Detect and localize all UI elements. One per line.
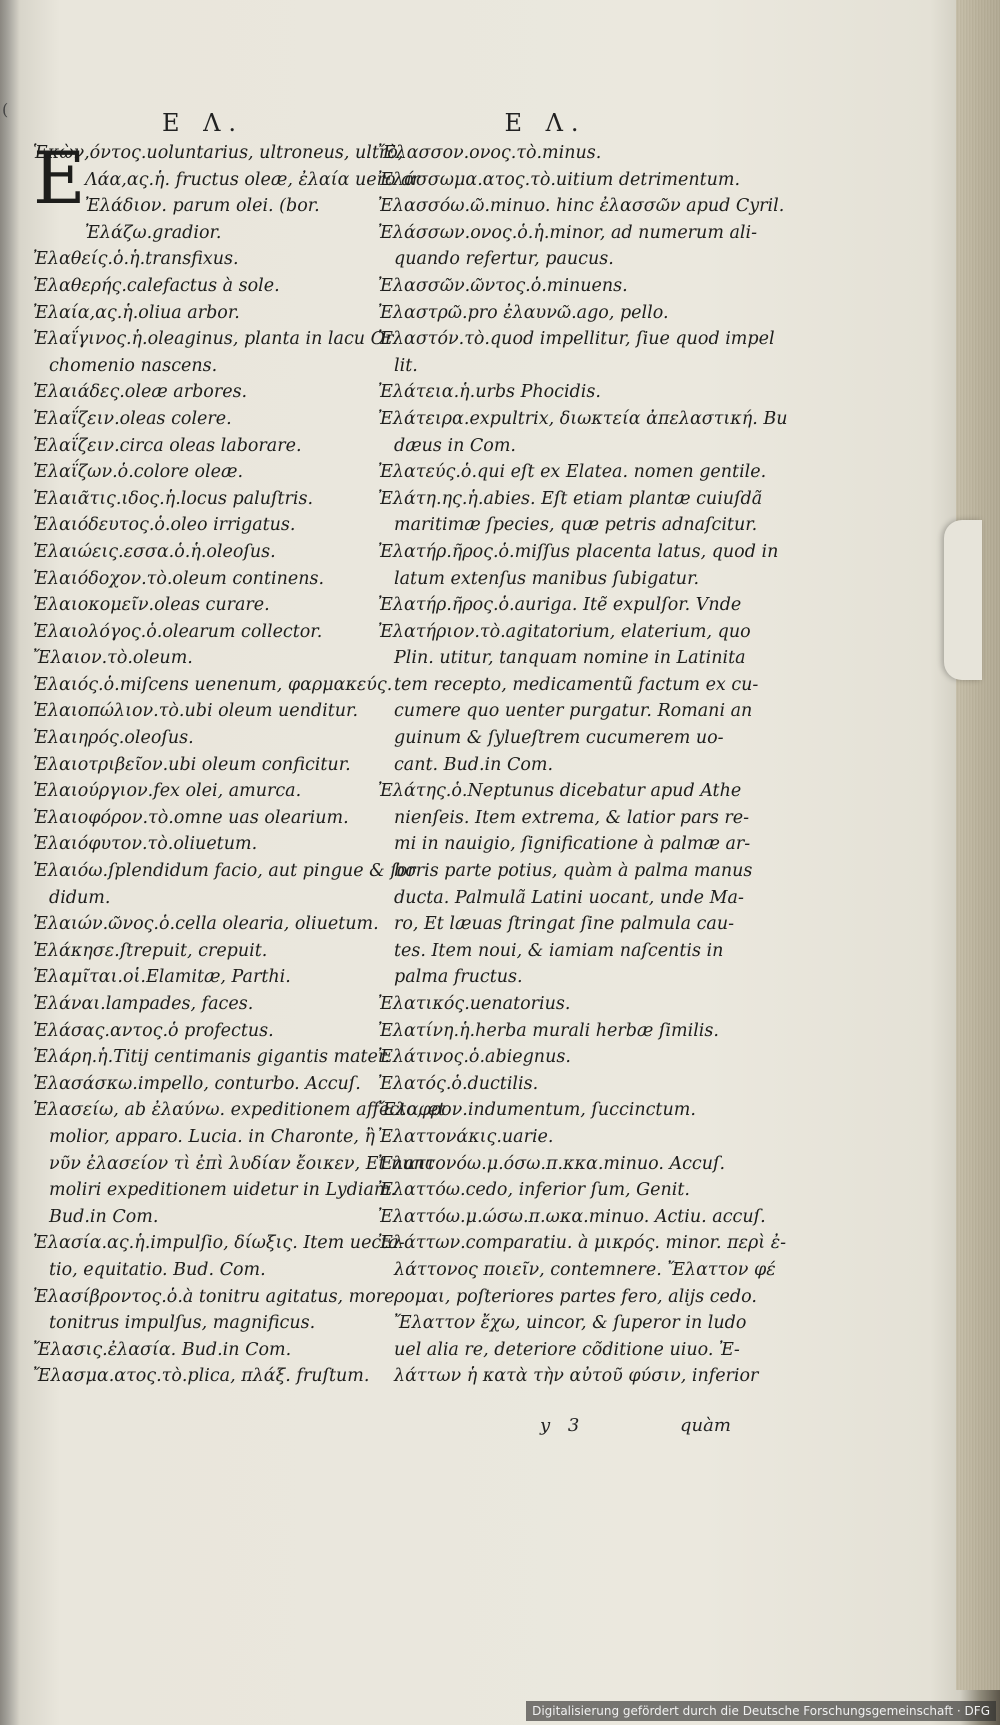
dictionary-line: Ἐλαιοφόρον.τὸ.omne uas olearium.	[33, 807, 349, 828]
dictionary-line: Ἐλαιηρός.oleoſus.	[33, 728, 194, 749]
book-clip	[944, 520, 982, 680]
dictionary-line: Ἐλάττων.comparatiu. à μικρός. minor. περὶ ἐ-	[378, 1233, 786, 1254]
dictionary-line: Ἐλαία,ας.ἡ.oliua arbor.	[33, 302, 240, 323]
dictionary-line: Ἐλάδιον. parum olei. (bor.	[85, 196, 320, 217]
dictionary-line: Ἐλασάσκω.impello, conturbo. Accuſ.	[33, 1073, 361, 1094]
dictionary-line: didum.	[49, 887, 111, 908]
dictionary-line: Ἐλαιούργιον.fex olei, amurca.	[33, 781, 302, 802]
dictionary-line: Ἔλαιον.τὸ.oleum.	[33, 648, 193, 669]
dictionary-line: guinum & ſylueſtrem cucumerem uo-	[394, 728, 724, 749]
dictionary-line: molior, apparo. Lucia. in Charonte, ἢ	[49, 1126, 375, 1147]
dictionary-line: Ἐλάκησε.ſtrepuit, crepuit.	[33, 940, 268, 961]
dictionary-line: Ἐλασείω, ab ἐλαύνω. expeditionem affecto, et	[33, 1100, 446, 1121]
dictionary-line: lit.	[394, 355, 418, 376]
dictionary-line: Ἐλάσας.αντος.ὁ profectus.	[33, 1020, 274, 1041]
dictionary-line: tio, equitatio. Bud. Com.	[49, 1259, 266, 1280]
dictionary-line: Ἐλατήρ.ῆρος.ὁ.miſſus placenta latus, quod in	[378, 541, 779, 562]
dictionary-line: moliri expeditionem uidetur in Lydiam.	[49, 1180, 397, 1201]
dictionary-line: mi in nauigio, ſignificatione à palmæ ar-	[394, 834, 751, 855]
dictionary-line: Ἐλάσσων.ονος.ὁ.ἡ.minor, ad numerum ali-	[378, 222, 758, 243]
dictionary-line: Ἐλαθείς.ὁ.ἡ.transfixus.	[33, 249, 239, 270]
running-head-left: E Λ.	[161, 109, 245, 137]
dictionary-line: Ἐλαΐγινος.ἡ.oleaginus, planta in lacu Or	[33, 329, 394, 350]
dictionary-line: Ἐλασία.ας.ἡ.impulſio, δίωξις. Item uecta-	[33, 1233, 405, 1254]
dictionary-line: Ἔλαφρον.indumentum, ſuccinctum.	[378, 1100, 696, 1121]
dictionary-line: Ἐλαιολόγος.ὁ.olearum collector.	[33, 621, 323, 642]
dictionary-line: Ἐλαΐζειν.oleas colere.	[33, 408, 232, 429]
catchword: quàm	[680, 1415, 731, 1436]
page-edge-stack	[956, 0, 1000, 1690]
dictionary-line: dæus in Com.	[394, 435, 516, 456]
dictionary-line: Ἐλάτη.ης.ἡ.abies. Eſt etiam plantæ cuiuſdã	[378, 488, 763, 509]
dictionary-line: Ἐλαττόω.μ.ώσω.π.ωκα.minuo. Actiu. accuſ.	[378, 1206, 766, 1227]
dictionary-line: Ἐλαΐζων.ὁ.colore oleæ.	[33, 462, 244, 483]
dictionary-line: Ἐλαμῖται.οἱ.Elamitæ, Parthi.	[33, 967, 291, 988]
dictionary-line: Ἐλάναι.lampades, faces.	[33, 994, 254, 1014]
dictionary-line: Bud.in Com.	[49, 1206, 159, 1227]
dictionary-line: Ἐλαιᾶτις.ιδος.ἡ.locus paluſtris.	[33, 488, 314, 509]
dictionary-line: Ἐλάτεια.ἡ.urbs Phocidis.	[378, 382, 601, 403]
dictionary-line: Ἐλάρη.ἡ.Titij centimanis gigantis mater.	[33, 1047, 390, 1068]
dictionary-line: nienſeis. Item extrema, & latior pars re-	[394, 807, 750, 828]
dictionary-line: Ἐλασίβροντος.ὁ.à tonitru agitatus, more	[33, 1286, 395, 1307]
dictionary-line: Ἔλασμα.ατος.τὸ.plica, πλάξ. fruſtum.	[33, 1366, 370, 1387]
dictionary-line: Ἐλατός.ὁ.ductilis.	[378, 1073, 539, 1094]
dictionary-line: Ἐλασσόω.ῶ.minuo. hinc ἐλασσῶν apud Cyril.	[378, 196, 785, 217]
dictionary-line: Ἐλαιόδοχον.τὸ.oleum continens.	[33, 568, 325, 589]
dictionary-line: Ἐλαιών.ῶνος.ὁ.cella olearia, oliuetum.	[33, 914, 379, 935]
dictionary-line: Ἐλάζω.gradior.	[85, 222, 222, 243]
dictionary-line: Ἐλατεύς.ὁ.qui eſt ex Elatea. nomen gentile.	[378, 462, 767, 483]
dictionary-line: tem recepto, medicamentũ factum ex cu-	[394, 674, 759, 695]
dictionary-line: Ἔλαττον ἔχω, uincor, & ſuperor in ludo	[394, 1313, 747, 1334]
dictionary-line: boris parte potius, quàm à palma manus	[394, 861, 753, 882]
dictionary-line: Ἐλαττόω.cedo, inferior ſum, Genit.	[378, 1180, 690, 1201]
dictionary-line: Ἔλασις.ἐλασία. Bud.in Com.	[33, 1339, 292, 1360]
dictionary-line: Ἐλαττονάκις.uarie.	[378, 1126, 554, 1147]
right-column-lines	[378, 140, 788, 1390]
dictionary-line: ro, Et læuas ſtringat ſine palmula cau-	[394, 914, 735, 935]
dictionary-line: Ἐλαιόφυτον.τὸ.oliuetum.	[33, 834, 258, 855]
dictionary-line: tes. Item noui, & iamiam naſcentis in	[394, 940, 724, 961]
running-head-right: E Λ.	[504, 109, 587, 137]
dictionary-line: Ἐλαιοκομεῖν.oleas curare.	[33, 595, 270, 616]
dictionary-line: Ἐλάτειρα.expultrix, διωκτεία ἀπελαστική. Bu	[378, 408, 788, 429]
right-column	[378, 106, 788, 1390]
dictionary-line: Ἐλαττονόω.μ.όσω.π.κκα.minuo. Accuſ.	[378, 1153, 726, 1174]
digitization-credit: Digitalisierung gefördert durch die Deutsche Forschungsgemeinschaft · DFG	[526, 1701, 996, 1721]
dictionary-line: quando refertur, paucus.	[394, 249, 614, 270]
dictionary-line: maritimæ ſpecies, quæ petris adnaſcitur.	[394, 515, 758, 536]
signature-mark: y 3	[540, 1415, 580, 1436]
dictionary-line: Ἐλάτινος.ὁ.abiegnus.	[378, 1047, 571, 1068]
dictionary-line: Ἑκὼν,όντος.uoluntarius, ultroneus, ultrò,	[33, 143, 404, 163]
drop-cap: E	[33, 136, 86, 220]
dictionary-line: λάττων ἡ κατὰ τὴν αὐτοῦ φύσιν, inferior	[394, 1366, 759, 1387]
dictionary-line: Ἐλαιοπώλιον.τὸ.ubi oleum uenditur.	[33, 701, 359, 722]
dictionary-line: Ἐλατήρ.ῆρος.ὁ.auriga. Itẽ expulſor. Vnde	[378, 595, 742, 616]
dictionary-line: Ἐλαστόν.τὸ.quod impellitur, ſiue quod impel	[378, 329, 775, 350]
dictionary-line: Ἐλατήριον.τὸ.agitatorium, elaterium, quo	[378, 621, 751, 642]
dictionary-line: λάττονος ποιεῖν, contemnere. Ἔλαττον φέ	[394, 1259, 776, 1280]
dictionary-line: tonitrus impulſus, magnificus.	[49, 1313, 316, 1334]
dictionary-line: ρομαι, poſteriores partes fero, alijs cedo.	[394, 1286, 757, 1307]
dictionary-line: νῦν ἐλασείον τὶ ἐπὶ λυδίαν ἔοικεν, Et nunc	[49, 1153, 435, 1174]
dictionary-line: uel alia re, deteriore cõditione uiuo. Ἐ-	[394, 1339, 740, 1360]
dictionary-line: Ἐλαστρῶ.pro ἐλαυνῶ.ago, pello.	[378, 302, 669, 323]
dictionary-line: Λάα,ας.ἡ. fructus oleæ, ἐλαία uero ar	[85, 169, 420, 190]
dictionary-line: cant. Bud.in Com.	[394, 754, 554, 775]
dictionary-line: latum extenſus manibus ſubigatur.	[394, 568, 700, 589]
dictionary-line: Plin. utitur, tanquam nomine in Latinita	[394, 648, 746, 669]
dictionary-line: Ἐλατίνη.ἡ.herba murali herbæ ſimilis.	[378, 1020, 719, 1041]
dictionary-line: cumere quo uenter purgatur. Romani an	[394, 701, 753, 722]
dictionary-line: Ἐλάτης.ὁ.Neptunus dicebatur apud Athe	[378, 781, 742, 802]
dictionary-line: Ἐλαιοτριβεῖον.ubi oleum conficitur.	[33, 754, 351, 775]
dictionary-line: chomenio nascens.	[49, 355, 218, 376]
dictionary-line: Ἔλασσον.ονος.τὸ.minus.	[378, 143, 602, 163]
dictionary-line: Ἐλαιός.ὁ.miſcens uenenum, φαρμακεύς.	[33, 674, 393, 695]
dictionary-line: Ἐλαΐζειν.circa oleas laborare.	[33, 435, 302, 456]
dictionary-line: Ἐλαιόδευτος.ὁ.oleo irrigatus.	[33, 515, 296, 536]
dictionary-line: Ἐλάσσωμα.ατος.τὸ.uitium detrimentum.	[378, 169, 741, 190]
dictionary-line: Ἐλασσῶν.ῶντος.ὁ.minuens.	[378, 275, 628, 296]
dictionary-line: Ἐλαιώεις.εσσα.ὁ.ἡ.oleoſus.	[33, 541, 276, 562]
dictionary-line: Ἐλαιόω.ſplendidum facio, aut pingue & ſor	[33, 861, 416, 882]
dictionary-line: Ἐλαθερής.calefactus à sole.	[33, 275, 280, 296]
dictionary-line: palma fructus.	[394, 967, 523, 988]
margin-mark: (	[2, 100, 9, 119]
dictionary-line: ducta. Palmulã Latini uocant, unde Ma-	[394, 887, 744, 908]
dictionary-line: Ἐλατικός.uenatorius.	[378, 994, 571, 1014]
dictionary-line: Ἐλαιάδες.oleæ arbores.	[33, 382, 248, 403]
